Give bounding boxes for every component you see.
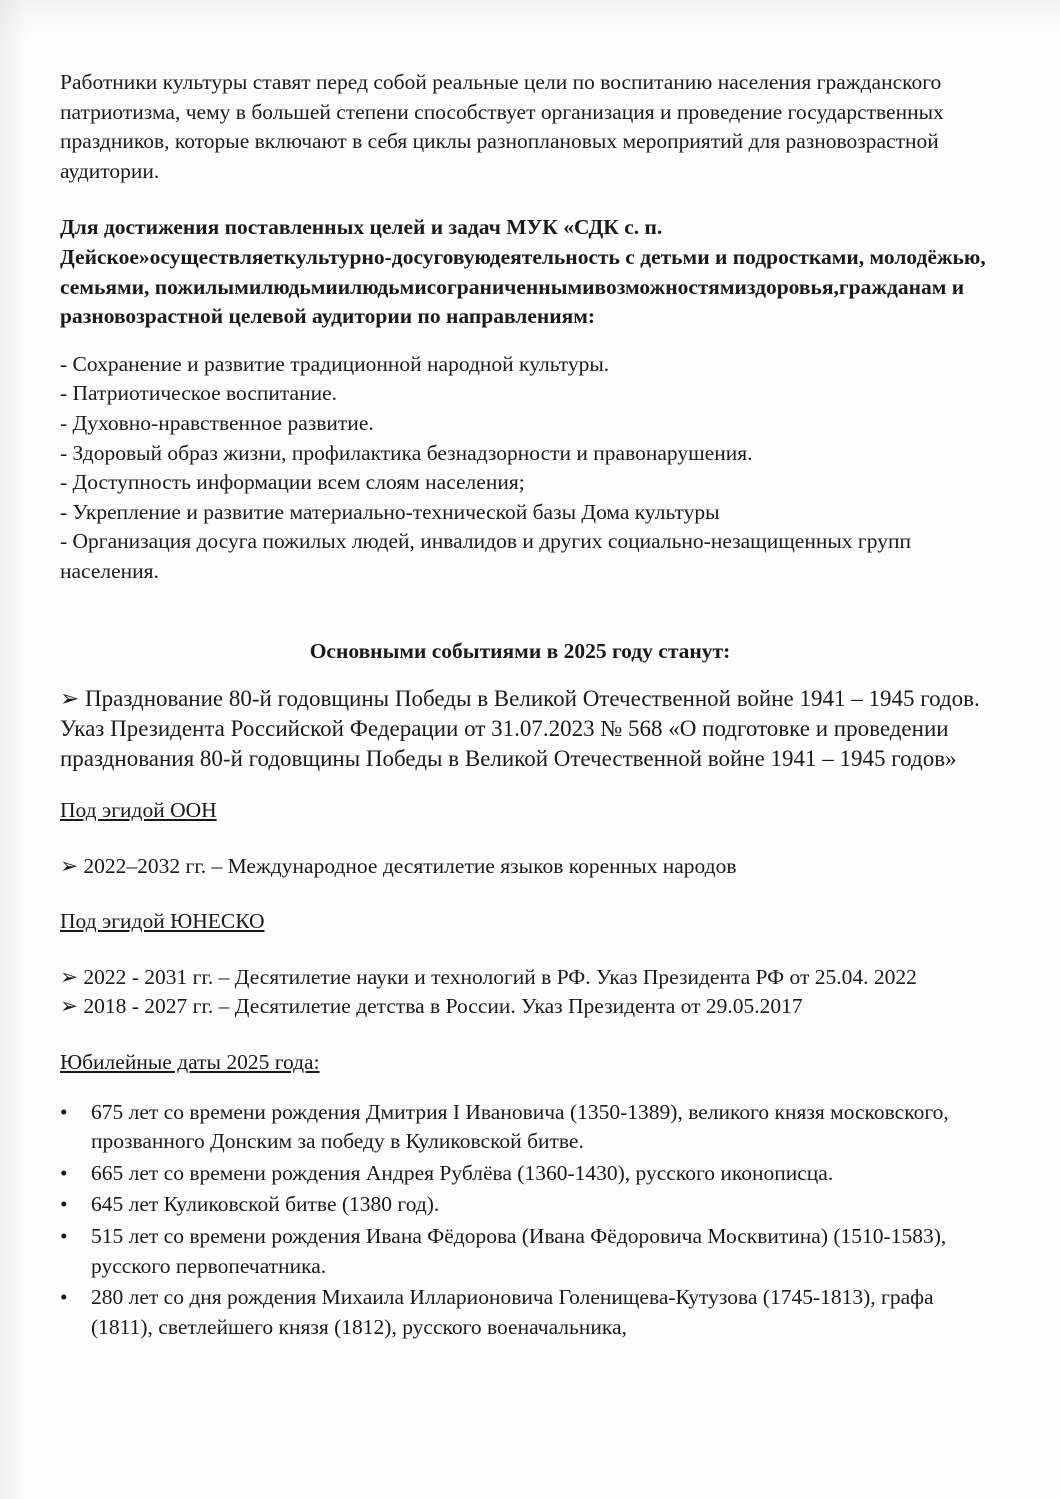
goals-paragraph: Для достижения поставленных целей и задач МУК «СДК с. п. Дейское»осуществляеткультурно-досуговуюдеятельность с детьми и подростками, молодёжью, семьями, пожилымилюдьмиилюдьмисограниченнымивозможностямиздоровья,гражданам и разновозрастной целевой аудитории по направлениям: [60,215,986,329]
direction-item: - Укрепление и развитие материально-технической базы Дома культуры [60,499,720,524]
jubilee-item [60,1222,990,1281]
direction-item: - Здоровый образ жизни, профилактика безнадзорности и правонарушения. [60,440,753,465]
bullet-icon: • [60,1099,68,1124]
un-item: ➢ 2022–2032 гг. – Международное десятилетие языков коренных народов [60,853,737,878]
jubilee-item [60,1190,990,1220]
direction-item: - Сохранение и развитие традиционной народной культуры. [60,351,610,376]
bullet-icon: • [60,1224,68,1249]
bullet-icon: • [60,1285,68,1310]
direction-item: - Доступность информации всем слоям населения; [60,470,525,495]
main-event: ➢ Празднование 80-й годовщины Победы в Великой Отечественной войне 1941 – 1945 годов. Указ Президента Российской Федерации от 31.07.2023 № 568 «О подготовке и проведении празднования 80-й годовщины Победы в Великой Отечественной войне 1941 – 1945 годов» [60,686,980,772]
jubilee-text: 665 лет со времени рождения Андрея Рублёва (1360-1430), русского иконописца. [91,1160,834,1185]
scan-shadow-top [0,0,1060,40]
direction-item: - Патриотическое воспитание. [60,381,338,406]
jubilee-text: 280 лет со дня рождения Михаила Илларионовича Голенищева-Кутузова (1745-1813), графа (1811), светлейшего князя (1812), русского военачальника, [91,1285,934,1339]
un-heading: Под эгидой ООН [60,798,217,823]
unesco-heading: Под эгидой ЮНЕСКО [60,909,265,934]
jubilee-heading: Юбилейные даты 2025 года: [60,1050,320,1075]
scan-shadow-left [0,0,28,1499]
events-heading: Основными событиями в 2025 году станут: [309,638,731,663]
bullet-icon: • [60,1192,68,1217]
jubilee-text: 515 лет со времени рождения Ивана Фёдорова (Ивана Фёдоровича Москвитина) (1510-1583), русского первопечатника. [91,1224,947,1278]
unesco-items [60,963,990,1022]
intro-paragraph: Работники культуры ставят перед собой реальные цели по воспитанию населения гражданского патриотизма, чему в большей степени способствует организация и проведение государственных праздников, которые включают в себя циклы разноплановых мероприятий для разновозрастной аудитории. [60,70,944,183]
bullet-icon: • [60,1160,68,1185]
jubilee-text: 675 лет со времени рождения Дмитрия I Ивановича (1350-1389), великого князя московского, прозванного Донским за победу в Куликовской битве. [91,1099,949,1154]
jubilee-item [60,1283,990,1342]
directions-list [60,350,990,587]
direction-item: - Духовно-нравственное развитие. [60,410,374,435]
unesco-item: ➢ 2018 - 2027 гг. – Десятилетие детства в России. Указ Президента от 29.05.2017 [60,994,803,1019]
unesco-item: ➢ 2022 - 2031 гг. – Десятилетие науки и технологий в РФ. Указ Президента РФ от 25.04. 2022 [60,964,917,989]
jubilee-text: 645 лет Куликовской битве (1380 год). [91,1192,440,1217]
direction-item: - Организация досуга пожилых людей, инвалидов и других социально-незащищенных групп населения. [60,529,911,583]
jubilee-item [60,1098,990,1157]
un-items [60,852,990,882]
jubilee-list [60,1098,990,1343]
jubilee-item [60,1159,990,1189]
